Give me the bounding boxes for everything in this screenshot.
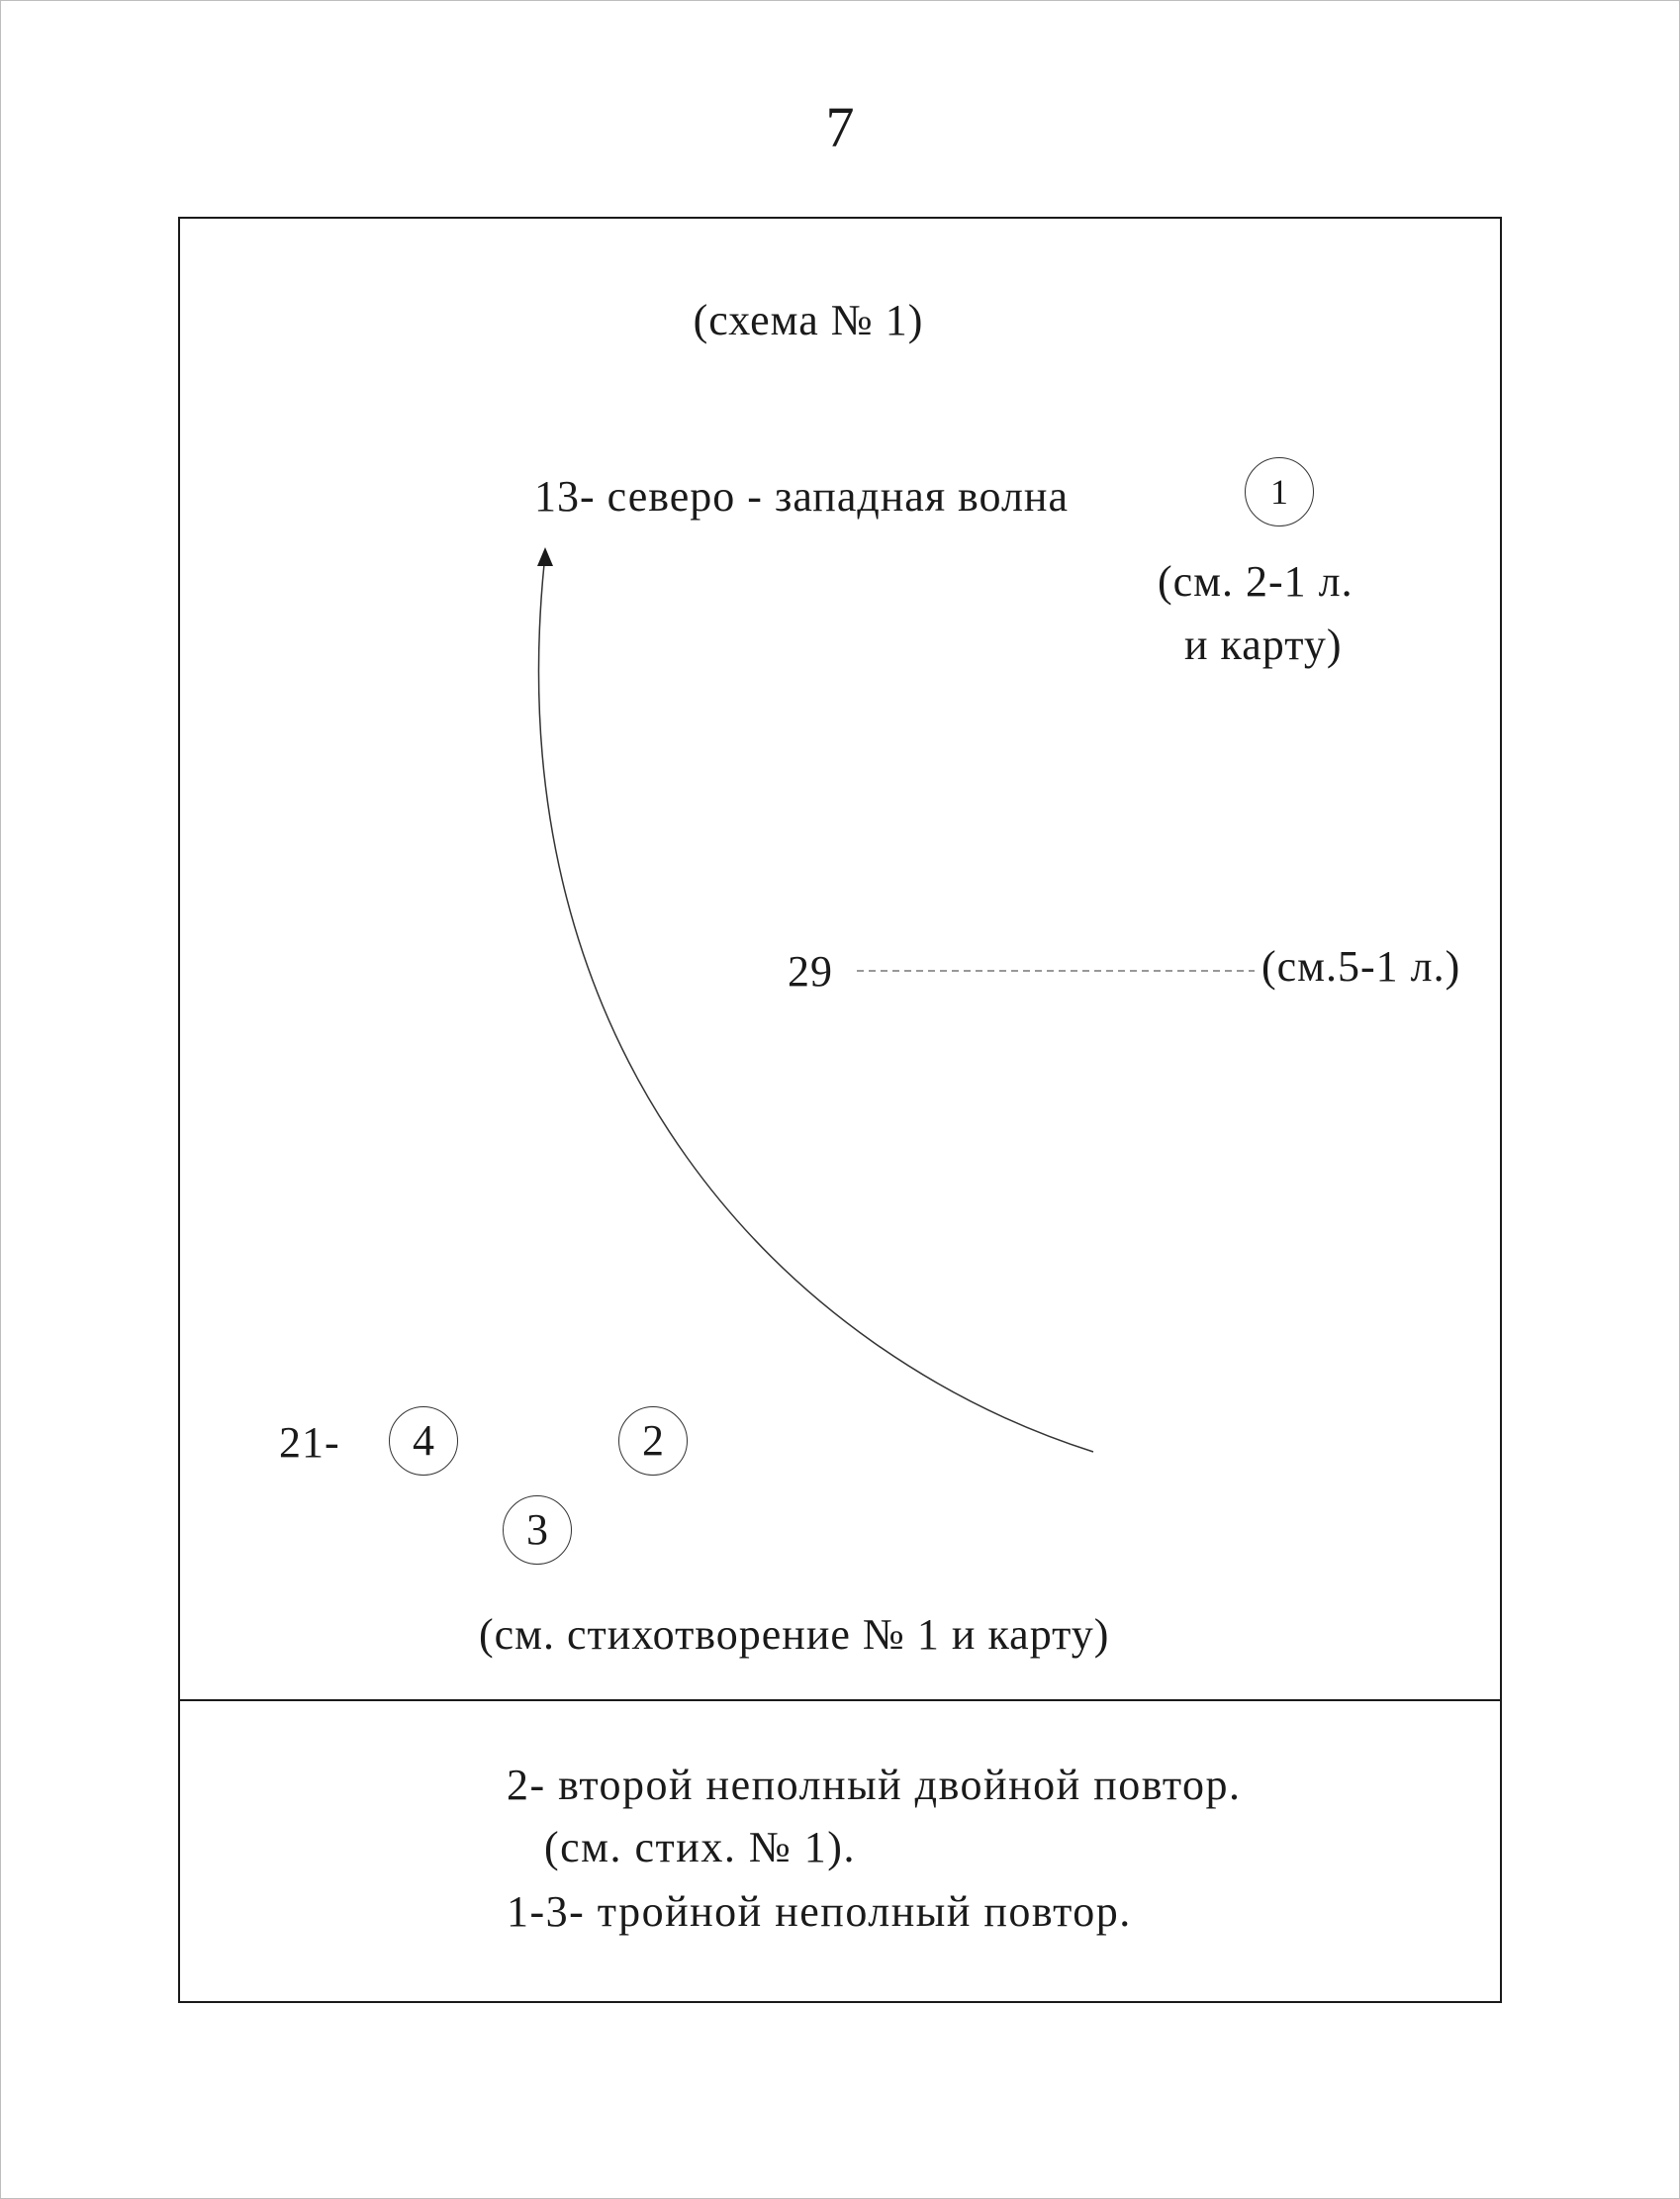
legend-divider xyxy=(178,1699,1502,1701)
bottom-reference: (см. стихотворение № 1 и карту) xyxy=(479,1610,1110,1659)
point-29-number: 29 xyxy=(788,947,833,996)
point-29-reference: (см.5-1 л.) xyxy=(1261,942,1461,991)
marker-4: 4 xyxy=(389,1406,458,1476)
page-number: 7 xyxy=(825,95,855,159)
legend-line-3: 1-3- тройной неполный повтор. xyxy=(507,1887,1132,1936)
label-21: 21- xyxy=(279,1418,340,1467)
reference-1-line2: и карту) xyxy=(1184,621,1343,669)
marker-2: 2 xyxy=(618,1406,688,1476)
legend-line-2: (см. стих. № 1). xyxy=(544,1823,856,1871)
scheme-title: (схема № 1) xyxy=(693,296,924,344)
marker-3: 3 xyxy=(503,1495,572,1565)
marker-1: 1 xyxy=(1245,457,1314,526)
wave-label: 13- северо - западная волна xyxy=(534,472,1069,521)
reference-1-line1: (см. 2-1 л. xyxy=(1158,557,1353,606)
legend-line-1: 2- второй неполный двойной повтор. xyxy=(507,1761,1242,1809)
